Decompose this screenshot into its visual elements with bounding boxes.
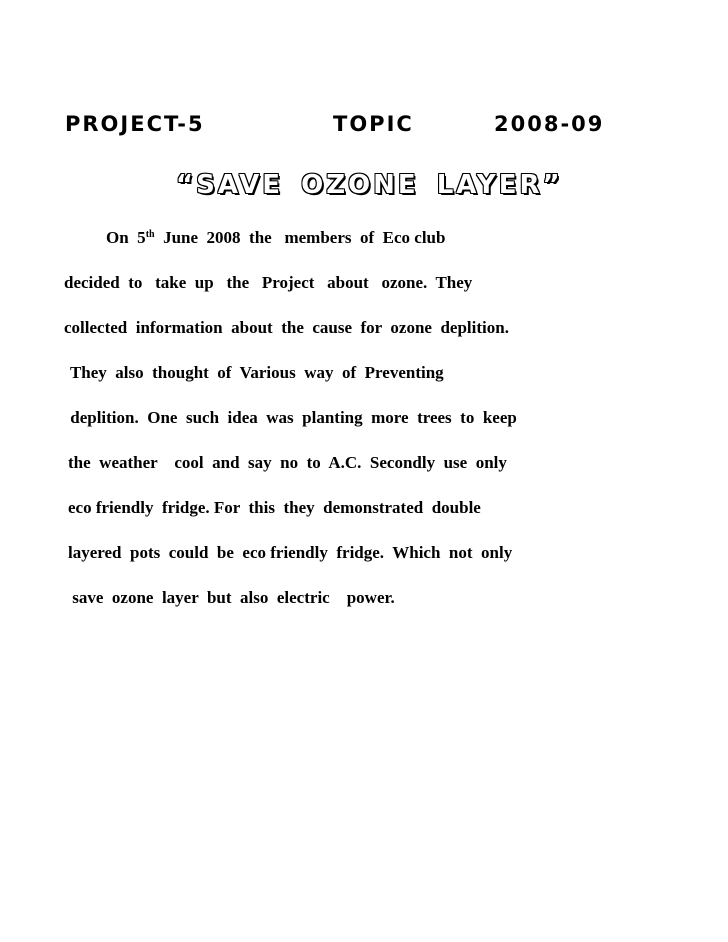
project-number: PROJECT-5 [65,112,205,136]
date-day: On 5 [106,228,146,247]
paragraph-line-2: decided to take up the Project about ozone. They [64,273,473,292]
paragraph-line-9: save ozone layer but also electric power. [68,588,395,607]
academic-year: 2008-09 [494,112,605,136]
paragraph-line-8: layered pots could be eco friendly fridge. Which not only [68,543,513,562]
paragraph-line-6: the weather cool and say no to A.C. Secondly use only [68,453,507,472]
page-title: “SAVE OZONE LAYER” [176,170,563,200]
paragraph-line-1 [106,228,445,248]
topic-label: TOPIC [333,112,414,136]
paragraph-line-5: deplition. One such idea was planting more trees to keep [66,408,517,427]
paragraph-line-3: collected information about the cause for ozone deplition. [64,318,509,337]
paragraph-line-4: They also thought of Various way of Preventing [66,363,444,382]
ordinal-suffix: th [145,229,155,240]
paragraph-line-7: eco friendly fridge. For this they demonstrated double [68,498,481,517]
line-1-rest: June 2008 the members of Eco club [154,228,446,247]
